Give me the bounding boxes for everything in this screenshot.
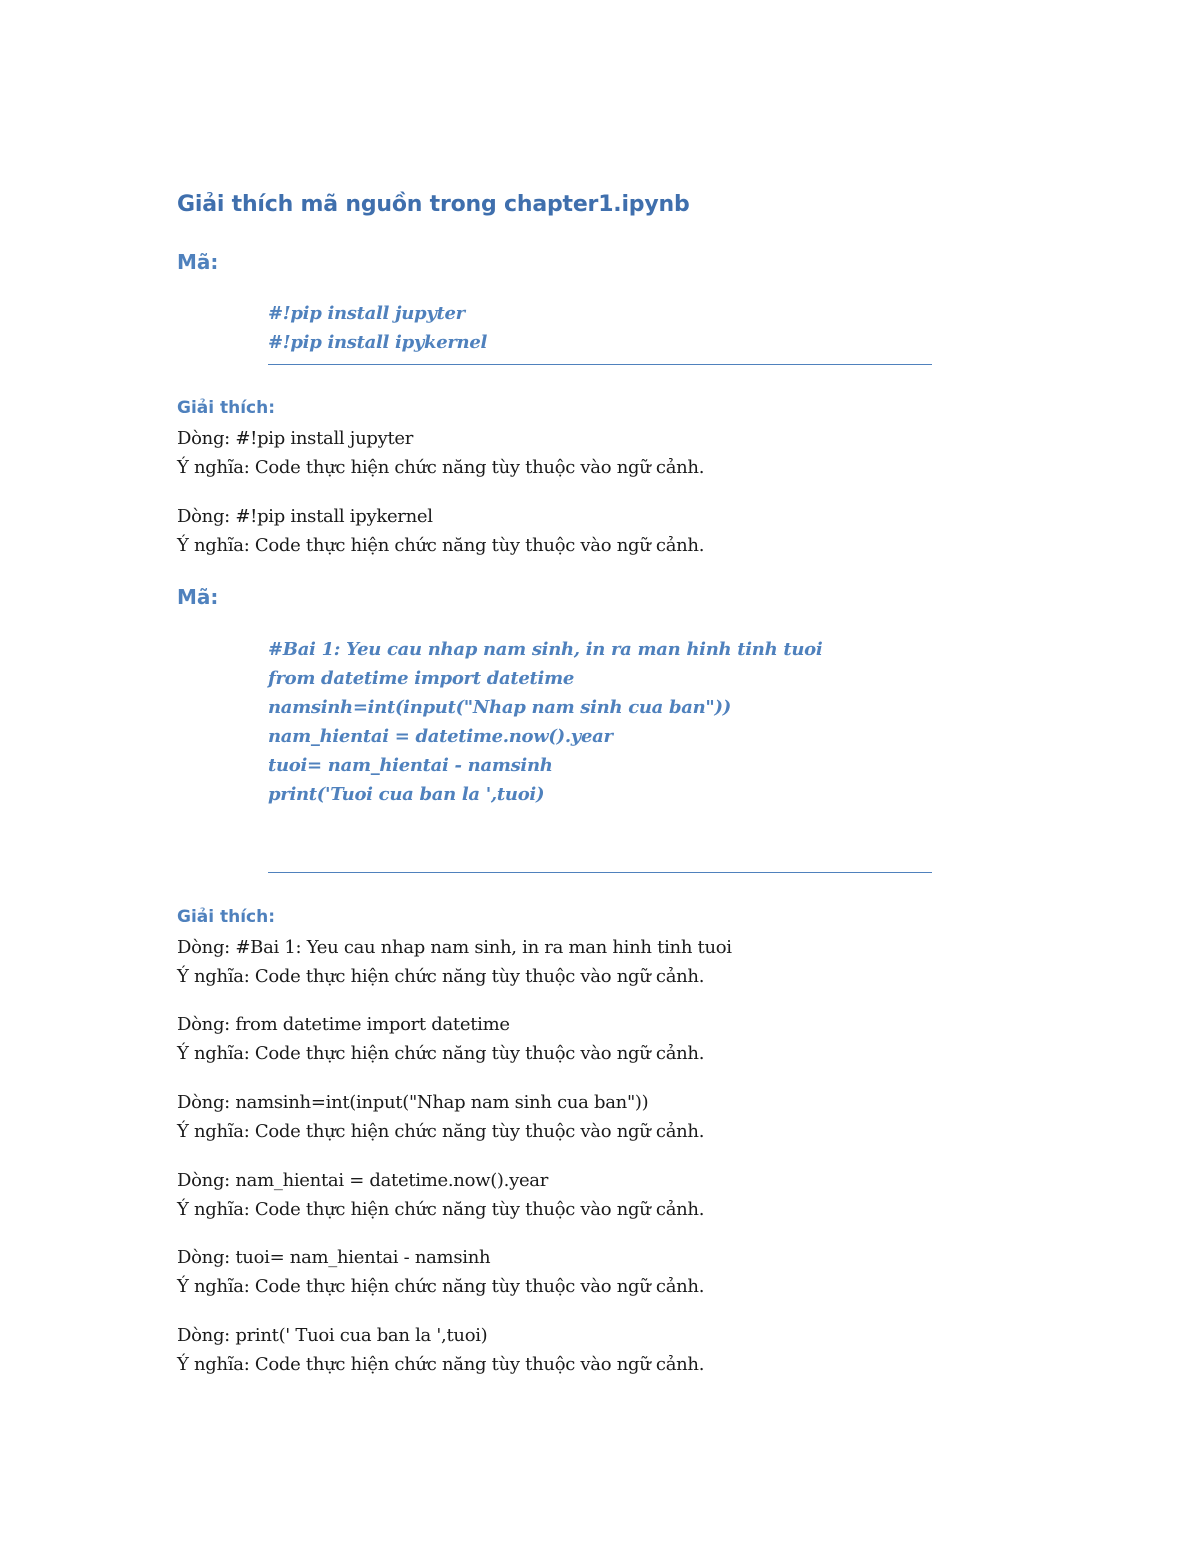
explanation-line: Dòng: namsinh=int(input("Nhap nam sinh cua ban")) xyxy=(177,1092,649,1113)
explanation-line: Dòng: tuoi= nam_hientai - namsinh xyxy=(177,1247,491,1268)
code-block-divider xyxy=(268,364,932,365)
document-title: Giải thích mã nguồn trong chapter1.ipynb xyxy=(177,192,690,217)
explanation-meaning: Ý nghĩa: Code thực hiện chức năng tùy thuộc vào ngữ cảnh. xyxy=(177,1199,705,1220)
explanation-heading: Giải thích: xyxy=(177,907,276,927)
explanation-line: Dòng: #!pip install jupyter xyxy=(177,428,414,449)
code-line: #!pip install ipykernel xyxy=(268,332,488,353)
code-line: from datetime import datetime xyxy=(268,668,574,689)
explanation-heading: Giải thích: xyxy=(177,398,276,418)
explanation-meaning: Ý nghĩa: Code thực hiện chức năng tùy thuộc vào ngữ cảnh. xyxy=(177,1121,705,1142)
code-line: #!pip install jupyter xyxy=(268,303,465,324)
explanation-meaning: Ý nghĩa: Code thực hiện chức năng tùy thuộc vào ngữ cảnh. xyxy=(177,966,705,987)
explanation-meaning: Ý nghĩa: Code thực hiện chức năng tùy thuộc vào ngữ cảnh. xyxy=(177,457,705,478)
explanation-line: Dòng: print(' Tuoi cua ban la ',tuoi) xyxy=(177,1325,488,1346)
code-line: print('Tuoi cua ban la ',tuoi) xyxy=(268,784,545,805)
code-heading: Mã: xyxy=(177,585,219,609)
code-block-divider xyxy=(268,872,932,873)
code-line: tuoi= nam_hientai - namsinh xyxy=(268,755,553,776)
explanation-meaning: Ý nghĩa: Code thực hiện chức năng tùy thuộc vào ngữ cảnh. xyxy=(177,1043,705,1064)
explanation-line: Dòng: nam_hientai = datetime.now().year xyxy=(177,1170,549,1191)
code-heading: Mã: xyxy=(177,250,219,274)
explanation-meaning: Ý nghĩa: Code thực hiện chức năng tùy thuộc vào ngữ cảnh. xyxy=(177,1354,705,1375)
code-line: namsinh=int(input("Nhap nam sinh cua ban")) xyxy=(268,697,731,718)
explanation-line: Dòng: #Bai 1: Yeu cau nhap nam sinh, in ra man hinh tinh tuoi xyxy=(177,937,732,958)
code-line: #Bai 1: Yeu cau nhap nam sinh, in ra man hinh tinh tuoi xyxy=(268,639,823,660)
explanation-meaning: Ý nghĩa: Code thực hiện chức năng tùy thuộc vào ngữ cảnh. xyxy=(177,1276,705,1297)
code-line: nam_hientai = datetime.now().year xyxy=(268,726,613,747)
explanation-meaning: Ý nghĩa: Code thực hiện chức năng tùy thuộc vào ngữ cảnh. xyxy=(177,535,705,556)
explanation-line: Dòng: from datetime import datetime xyxy=(177,1014,510,1035)
explanation-line: Dòng: #!pip install ipykernel xyxy=(177,506,433,527)
